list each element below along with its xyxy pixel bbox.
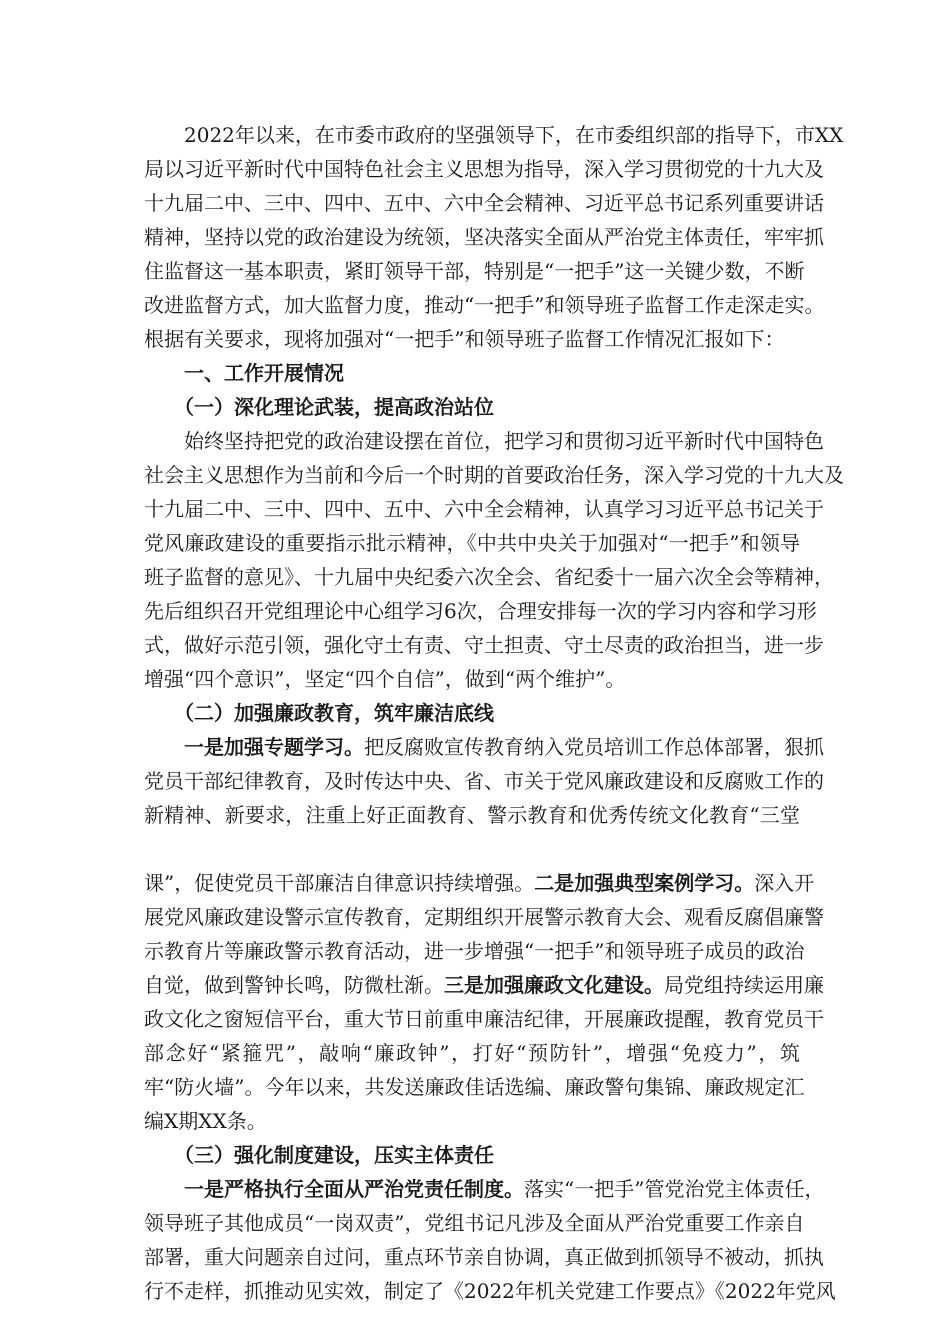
text-line: 班子监督的意见》、十九届中央纪委六次全会、省纪委十一届六次全会等精神， [144,565,834,589]
subsection-heading: （三）强化制度建设，压实主体责任 [174,1143,494,1167]
text-line: 十九届二中、三中、四中、五中、六中全会精神，认真学习习近平总书记关于 [144,497,824,521]
text-line: 2022年以来，在市委市政府的坚强领导下，在市委组织部的指导下，市XX [184,123,844,147]
text-line: 自觉，做到警钟长鸣，防微杜渐。三是加强廉政文化建设。局党组持续运用廉 [144,973,824,997]
text-line: 一是加强专题学习。把反腐败宣传教育纳入党员培训工作总体部署，狠抓 [184,735,824,759]
text-line: 式，做好示范引领，强化守土有责、守土担责、守土尽责的政治担当，进一步 [144,633,824,657]
text-line: 展党风廉政建设警示宣传教育，定期组织开展警示教育大会、观看反腐倡廉警 [144,905,824,929]
text-line: 牢“防火墙”。今年以来，共发送廉政佳话选编、廉政警句集锦、廉政规定汇 [144,1075,805,1099]
text-line: 政文化之窗短信平台，重大节日前重申廉洁纪律，开展廉政提醒，教育党员干 [144,1007,824,1031]
text-line: 部念好“紧箍咒”，敲响“廉政钟”，打好“预防针”，增强“免疫力”，筑 [144,1041,800,1065]
text-line: 社会主义思想作为当前和今后一个时期的首要政治任务，深入学习党的十九大及 [144,463,844,487]
text-line: 部署，重大问题亲自过问，重点环节亲自协调，真正做到抓领导不被动，抓执 [144,1245,824,1269]
text-line: 行不走样，抓推动见实效，制定了《2022年机关党建工作要点》《2022年党风 [144,1279,836,1303]
subsection-heading: （一）深化理论武装，提高政治站位 [174,395,494,419]
text-line: 党员干部纪律教育，及时传达中央、省、市关于党风廉政建设和反腐败工作的 [144,769,824,793]
text-line: 新精神、新要求，注重上好正面教育、警示教育和优秀传统文化教育“三堂 [144,803,800,827]
text-line: 始终坚持把党的政治建设摆在首位，把学习和贯彻习近平新时代中国特色 [184,429,824,453]
text-line: 先后组织召开党组理论中心组学习6次，合理安排每一次的学习内容和学习形 [144,599,817,623]
text-line: 住监督这一基本职责，紧盯领导干部，特别是“一把手”这一关键少数，不断 [144,259,805,283]
section-heading: 一、工作开展情况 [184,361,344,385]
text-line: 局以习近平新时代中国特色社会主义思想为指导，深入学习贯彻党的十九大及 [144,157,824,181]
text-line: 增强“四个意识”，坚定“四个自信”，做到“两个维护”。 [144,667,626,691]
text-line: 领导班子其他成员“一岗双责”，党组书记凡涉及全面从严治党重要工作亲自 [144,1211,805,1235]
text-line: 编X期XX条。 [144,1109,267,1133]
text-line: 十九届二中、三中、四中、五中、六中全会精神、习近平总书记系列重要讲话 [144,191,824,215]
text-line: 课”，促使党员干部廉洁自律意识持续增强。二是加强典型案例学习。深入开 [144,871,815,895]
subsection-heading: （二）加强廉政教育，筑牢廉洁底线 [174,701,494,725]
text-line: 精神，坚持以党的政治建设为统领，坚决落实全面从严治党主体责任，牢牢抓 [144,225,824,249]
text-line: 党风廉政建设的重要指示批示精神，《中共中央关于加强对“一把手”和领导 [144,531,800,555]
text-line: 一是严格执行全面从严治党责任制度。落实“一把手”管党治党主体责任， [184,1177,825,1201]
text-line: 示教育片等廉政警示教育活动，进一步增强“一把手”和领导班子成员的政治 [144,939,805,963]
text-line: 根据有关要求，现将加强对“一把手”和领导班子监督工作情况汇报如下： [144,327,785,351]
text-line: 改进监督方式，加大监督力度，推动“一把手”和领导班子监督工作走深走实。 [144,293,825,317]
